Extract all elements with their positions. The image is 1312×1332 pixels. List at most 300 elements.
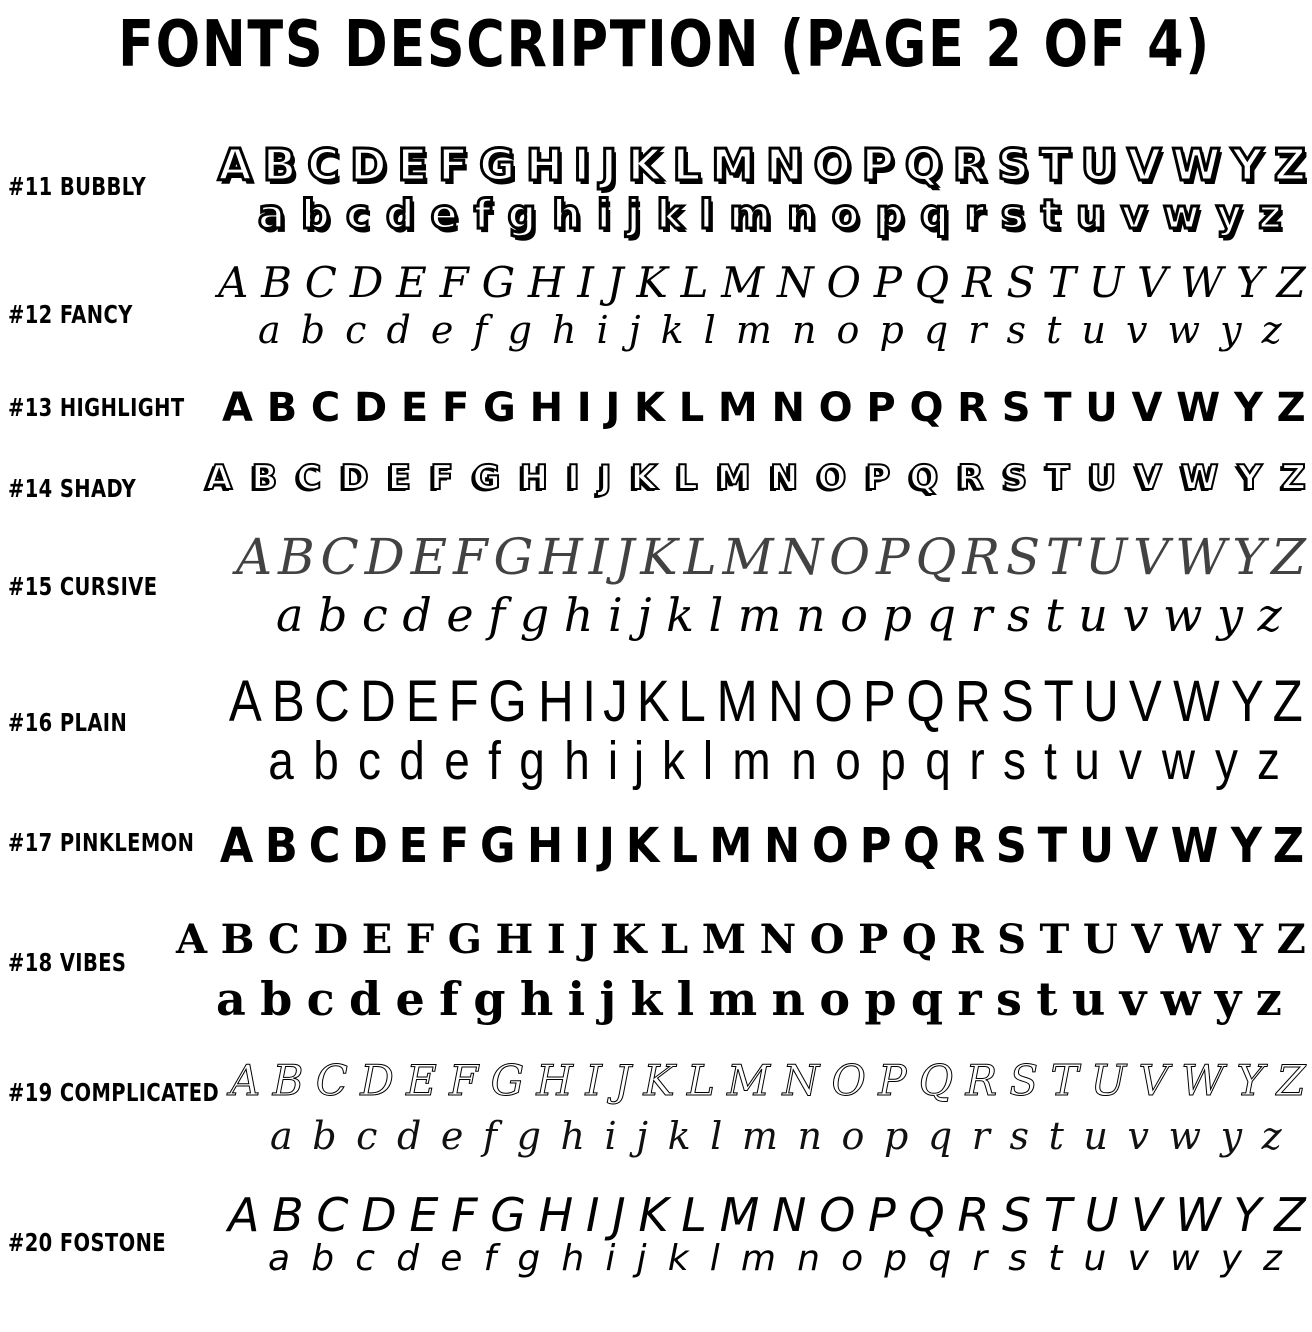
glyph: R xyxy=(957,458,984,498)
glyph: m xyxy=(732,731,771,791)
glyph: M xyxy=(716,458,751,498)
glyph: W xyxy=(1170,818,1219,874)
glyph: l xyxy=(703,308,716,352)
glyph: o xyxy=(831,192,860,238)
glyph: E xyxy=(400,385,429,431)
glyph: u xyxy=(1074,731,1101,791)
glyph: H xyxy=(529,385,564,431)
glyph: z xyxy=(1261,1114,1282,1158)
glyph: J xyxy=(612,1188,626,1242)
glyph: Q xyxy=(915,528,957,586)
glyph: Y xyxy=(1231,140,1264,191)
glyph: a xyxy=(268,1238,291,1279)
glyph: B xyxy=(272,1056,304,1105)
glyph: y xyxy=(1214,731,1238,791)
font-row-fancy xyxy=(0,258,1312,358)
glyph: R xyxy=(957,385,988,431)
glyph: b xyxy=(311,1238,335,1279)
alphabet-uppercase xyxy=(228,1188,1306,1242)
glyph: Y xyxy=(1234,916,1264,963)
glyph: B xyxy=(271,669,305,734)
glyph: V xyxy=(1131,1188,1163,1242)
glyph: y xyxy=(1216,192,1243,238)
glyph: p xyxy=(875,192,905,238)
glyph: A xyxy=(206,458,233,498)
glyph: T xyxy=(1050,1056,1079,1105)
glyph: Q xyxy=(901,916,937,963)
glyph: I xyxy=(573,140,590,191)
glyph: q xyxy=(910,972,944,1026)
glyph: I xyxy=(585,1056,602,1105)
glyph: v xyxy=(1127,1238,1149,1279)
glyph: C xyxy=(310,385,341,431)
glyph: k xyxy=(660,308,684,352)
glyph: A xyxy=(236,528,273,586)
glyph: C xyxy=(308,818,341,874)
glyph: O xyxy=(829,528,871,586)
font-row-bubbly xyxy=(0,140,1312,240)
glyph: J xyxy=(605,385,621,431)
font-label: #16 PLAIN xyxy=(8,708,128,737)
glyph: g xyxy=(517,1238,541,1279)
glyph: d xyxy=(396,1238,420,1279)
glyph: Q xyxy=(904,140,943,191)
glyph: r xyxy=(971,1114,990,1158)
glyph: a xyxy=(258,192,285,238)
font-row-vibes xyxy=(0,916,1312,1026)
glyph: Y xyxy=(1230,669,1264,734)
glyph: M xyxy=(722,528,774,586)
glyph: j xyxy=(626,192,641,238)
glyph: C xyxy=(314,669,351,734)
glyph: U xyxy=(1083,669,1119,734)
glyph: B xyxy=(261,258,292,307)
font-row-shady xyxy=(0,458,1312,510)
glyph: y xyxy=(1220,308,1242,352)
glyph: P xyxy=(863,669,896,734)
glyph: Q xyxy=(909,385,944,431)
glyph: W xyxy=(1175,528,1227,586)
glyph: r xyxy=(969,731,985,791)
glyph: B xyxy=(277,528,315,586)
glyph: H xyxy=(525,140,563,191)
glyph: Q xyxy=(906,669,945,734)
glyph: t xyxy=(1036,972,1058,1026)
glyph: k xyxy=(667,1238,689,1279)
glyph: H xyxy=(519,458,549,498)
glyph: J xyxy=(598,458,612,498)
glyph: T xyxy=(1039,140,1070,191)
glyph: U xyxy=(1080,140,1117,191)
glyph: z xyxy=(1255,972,1282,1026)
glyph: i xyxy=(604,1114,617,1158)
glyph: R xyxy=(955,669,991,734)
alphabet-lowercase xyxy=(258,308,1282,352)
glyph: c xyxy=(306,972,335,1026)
glyph: L xyxy=(660,916,689,963)
glyph: k xyxy=(662,731,686,791)
font-label: #17 PINKLEMON xyxy=(8,828,195,857)
glyph: E xyxy=(409,1188,439,1242)
glyph: R xyxy=(961,258,994,307)
glyph: r xyxy=(957,972,982,1026)
glyph: B xyxy=(251,458,278,498)
glyph: s xyxy=(995,972,1022,1026)
glyph: E xyxy=(361,916,393,963)
font-label: #14 SHADY xyxy=(8,474,137,503)
glyph: U xyxy=(1088,258,1125,307)
glyph: l xyxy=(709,1238,720,1279)
glyph: c xyxy=(345,192,370,238)
glyph: A xyxy=(222,385,253,431)
glyph: U xyxy=(1085,385,1118,431)
glyph: g xyxy=(519,731,545,791)
glyph: H xyxy=(537,669,574,734)
glyph: W xyxy=(1180,258,1224,307)
glyph: S xyxy=(995,818,1028,874)
glyph: B xyxy=(264,818,298,874)
glyph: R xyxy=(957,1188,990,1242)
glyph: z xyxy=(1256,731,1280,791)
glyph: q xyxy=(923,308,949,352)
glyph: f xyxy=(488,588,506,642)
glyph: P xyxy=(860,818,892,874)
glyph: E xyxy=(398,818,429,874)
glyph: L xyxy=(672,140,701,191)
font-label: #20 FOSTONE xyxy=(8,1228,167,1257)
glyph: O xyxy=(826,258,861,307)
font-row-highlight xyxy=(0,385,1312,441)
glyph: S xyxy=(997,916,1026,963)
alphabet-uppercase xyxy=(218,140,1306,191)
alphabet-lowercase xyxy=(216,972,1282,1026)
glyph: c xyxy=(356,1114,378,1158)
glyph: W xyxy=(1172,140,1221,191)
glyph: M xyxy=(721,258,765,307)
glyph: J xyxy=(600,140,618,191)
glyph: c xyxy=(362,588,388,642)
glyph: F xyxy=(405,916,435,963)
glyph: i xyxy=(596,308,609,352)
glyph: V xyxy=(1136,258,1168,307)
glyph: P xyxy=(868,1188,896,1242)
glyph: U xyxy=(1078,818,1114,874)
glyph: Z xyxy=(1272,818,1305,874)
glyph: n xyxy=(771,972,805,1026)
glyph: W xyxy=(1181,1056,1225,1105)
font-row-pinklemon xyxy=(0,818,1312,880)
glyph: p xyxy=(884,1238,908,1279)
glyph: k xyxy=(667,1114,691,1158)
glyph: A xyxy=(219,818,254,874)
glyph: h xyxy=(519,972,554,1026)
glyph: F xyxy=(430,458,454,498)
alphabet-uppercase xyxy=(218,258,1306,307)
glyph: D xyxy=(351,818,388,874)
glyph: f xyxy=(473,192,492,238)
glyph: f xyxy=(473,308,488,352)
alphabet-uppercase xyxy=(222,385,1306,431)
glyph: N xyxy=(768,669,804,734)
glyph: J xyxy=(599,818,616,874)
glyph: R xyxy=(951,818,985,874)
glyph: L xyxy=(680,258,709,307)
font-label: #13 HIGHLIGHT xyxy=(8,393,185,422)
glyph: v xyxy=(1127,1114,1149,1158)
alphabet-lowercase xyxy=(266,730,1282,792)
glyph: a xyxy=(276,588,304,642)
glyph: B xyxy=(262,140,297,191)
glyph: Z xyxy=(1273,140,1306,191)
glyph: g xyxy=(516,1114,541,1158)
glyph: O xyxy=(817,458,847,498)
font-label: #12 FANCY xyxy=(8,300,133,329)
glyph: O xyxy=(814,669,853,734)
font-label: #19 COMPLICATED xyxy=(8,1078,220,1107)
glyph: S xyxy=(1002,458,1028,498)
glyph: v xyxy=(1122,588,1149,642)
glyph: G xyxy=(480,818,516,874)
glyph: G xyxy=(490,1056,525,1105)
glyph: z xyxy=(1261,308,1282,352)
glyph: q xyxy=(926,588,956,642)
glyph: H xyxy=(527,818,564,874)
glyph: k xyxy=(656,192,684,238)
glyph: K xyxy=(633,385,665,431)
glyph: u xyxy=(1083,1114,1108,1158)
glyph: o xyxy=(836,308,860,352)
glyph: S xyxy=(997,140,1030,191)
glyph: i xyxy=(605,1238,616,1279)
glyph: I xyxy=(546,916,566,963)
glyph: F xyxy=(449,1056,479,1105)
glyph: Z xyxy=(1281,458,1306,498)
glyph: T xyxy=(1047,258,1076,307)
glyph: T xyxy=(1043,1188,1072,1242)
glyph: I xyxy=(588,528,609,586)
glyph: A xyxy=(218,258,249,307)
glyph: L xyxy=(676,458,698,498)
glyph: F xyxy=(439,258,469,307)
glyph: P xyxy=(861,140,894,191)
glyph: m xyxy=(737,588,782,642)
glyph: q xyxy=(928,1238,952,1279)
glyph: o xyxy=(835,731,862,791)
glyph: U xyxy=(1084,1188,1119,1242)
glyph: W xyxy=(1175,916,1221,963)
glyph: I xyxy=(581,669,596,734)
glyph: F xyxy=(438,140,469,191)
glyph: G xyxy=(490,1188,526,1242)
glyph: J xyxy=(602,669,628,734)
glyph: P xyxy=(866,385,896,431)
glyph: w xyxy=(1161,731,1196,791)
glyph: P xyxy=(865,458,891,498)
glyph: A xyxy=(228,669,262,734)
glyph: P xyxy=(858,916,889,963)
glyph: b xyxy=(312,1114,337,1158)
glyph: C xyxy=(304,258,337,307)
glyph: S xyxy=(1009,1056,1039,1105)
glyph: I xyxy=(577,258,594,307)
glyph: C xyxy=(296,458,322,498)
glyph: k xyxy=(630,972,663,1026)
glyph: N xyxy=(765,140,803,191)
glyph: w xyxy=(1169,1238,1200,1279)
glyph: Y xyxy=(1237,458,1263,498)
glyph: d xyxy=(402,588,432,642)
glyph: H xyxy=(538,1188,574,1242)
glyph: W xyxy=(1175,1188,1221,1242)
glyph: J xyxy=(614,528,635,586)
glyph: S xyxy=(1005,528,1041,586)
glyph: U xyxy=(1082,916,1118,963)
glyph: j xyxy=(628,308,641,352)
glyph: R xyxy=(962,528,1000,586)
glyph: Q xyxy=(908,1188,945,1242)
glyph: V xyxy=(1131,385,1163,431)
glyph: V xyxy=(1131,916,1163,963)
glyph: Y xyxy=(1236,1056,1265,1105)
glyph: F xyxy=(441,385,470,431)
glyph: W xyxy=(1172,669,1220,734)
glyph: P xyxy=(878,1056,907,1105)
alphabet-lowercase xyxy=(268,1238,1282,1279)
glyph: t xyxy=(1046,308,1062,352)
glyph: l xyxy=(699,192,714,238)
glyph: Q xyxy=(918,1056,954,1105)
glyph: D xyxy=(364,528,405,586)
glyph: t xyxy=(1048,1238,1063,1279)
glyph: R xyxy=(952,140,987,191)
glyph: i xyxy=(567,972,586,1026)
glyph: E xyxy=(406,1056,437,1105)
glyph: s xyxy=(1002,731,1026,791)
glyph: Z xyxy=(1272,669,1304,734)
glyph: r xyxy=(972,1238,988,1279)
glyph: M xyxy=(701,916,747,963)
glyph: d xyxy=(386,308,411,352)
glyph: b xyxy=(260,972,293,1026)
glyph: I xyxy=(585,1188,600,1242)
glyph: A xyxy=(218,140,253,191)
glyph: y xyxy=(1220,1238,1242,1279)
alphabet-uppercase xyxy=(218,818,1306,874)
glyph: N xyxy=(769,458,799,498)
glyph: K xyxy=(636,258,668,307)
glyph: V xyxy=(1133,528,1170,586)
glyph: w xyxy=(1168,1114,1202,1158)
glyph: Z xyxy=(1276,258,1306,307)
glyph: M xyxy=(716,669,758,734)
glyph: p xyxy=(884,1114,909,1158)
glyph: F xyxy=(439,818,469,874)
glyph: Z xyxy=(1276,916,1306,963)
glyph: U xyxy=(1085,528,1128,586)
glyph: O xyxy=(831,1056,866,1105)
glyph: G xyxy=(447,916,482,963)
glyph: p xyxy=(880,731,907,791)
glyph: s xyxy=(1000,192,1025,238)
glyph: h xyxy=(561,1238,585,1279)
glyph: K xyxy=(627,140,662,191)
glyph: a xyxy=(216,972,246,1026)
glyph: D xyxy=(361,1188,397,1242)
glyph: E xyxy=(406,669,440,734)
font-row-complicated xyxy=(0,1056,1312,1176)
glyph: N xyxy=(764,818,801,874)
glyph: Z xyxy=(1276,1056,1306,1105)
glyph: N xyxy=(771,1188,807,1242)
glyph: L xyxy=(670,818,698,874)
glyph: B xyxy=(266,385,298,431)
glyph: W xyxy=(1176,385,1221,431)
glyph: D xyxy=(360,669,397,734)
glyph: c xyxy=(345,308,367,352)
alphabet-uppercase xyxy=(176,916,1306,963)
font-row-cursive xyxy=(0,528,1312,668)
glyph: b xyxy=(313,731,339,791)
glyph: D xyxy=(350,140,387,191)
glyph: O xyxy=(809,916,845,963)
alphabet-lowercase xyxy=(270,1114,1282,1158)
glyph: p xyxy=(864,972,897,1026)
glyph: h xyxy=(560,1114,585,1158)
glyph: H xyxy=(536,1056,574,1105)
glyph: o xyxy=(819,972,851,1026)
glyph: l xyxy=(702,731,714,791)
glyph: i xyxy=(596,192,611,238)
glyph: m xyxy=(708,972,758,1026)
glyph: e xyxy=(444,731,471,791)
glyph: i xyxy=(607,731,618,791)
glyph: N xyxy=(776,258,814,307)
glyph: n xyxy=(792,308,817,352)
font-label: #11 BUBBLY xyxy=(8,172,147,201)
glyph: g xyxy=(473,972,506,1026)
glyph: w xyxy=(1160,972,1201,1026)
glyph: y xyxy=(1216,588,1243,642)
glyph: V xyxy=(1138,1056,1169,1105)
glyph: e xyxy=(440,1114,464,1158)
glyph: S xyxy=(1000,669,1034,734)
glyph: p xyxy=(882,588,912,642)
glyph: g xyxy=(519,588,550,642)
alphabet-uppercase xyxy=(206,458,1306,498)
glyph: a xyxy=(258,308,281,352)
glyph: A xyxy=(230,1056,261,1105)
glyph: s xyxy=(1006,308,1027,352)
glyph: Q xyxy=(903,818,940,874)
glyph: j xyxy=(636,1238,647,1279)
font-label: #15 CURSIVE xyxy=(8,572,158,601)
glyph: u xyxy=(1081,308,1106,352)
glyph: T xyxy=(1039,916,1070,963)
glyph: I xyxy=(567,458,580,498)
glyph: N xyxy=(779,528,824,586)
glyph: I xyxy=(573,818,590,874)
glyph: K xyxy=(625,818,660,874)
glyph: e xyxy=(395,972,425,1026)
glyph: D xyxy=(313,916,349,963)
glyph: o xyxy=(841,1114,865,1158)
alphabet-lowercase xyxy=(258,192,1282,238)
glyph: z xyxy=(1263,1238,1282,1279)
glyph: j xyxy=(636,1114,649,1158)
glyph: K xyxy=(611,916,647,963)
glyph: y xyxy=(1214,972,1242,1026)
glyph: L xyxy=(681,1188,707,1242)
